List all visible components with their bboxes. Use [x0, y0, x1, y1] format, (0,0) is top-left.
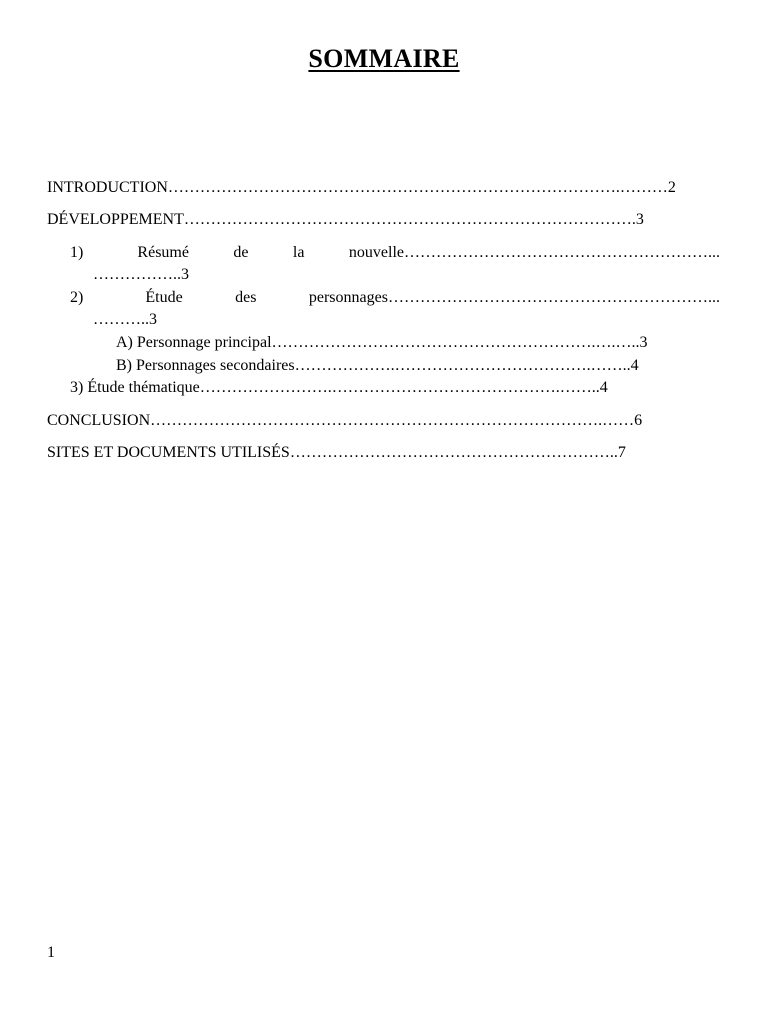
toc-entry-developpement: DÉVELOPPEMENT………………………………………………………………………….3	[47, 211, 644, 228]
toc-entry-sites-documents: SITES ET DOCUMENTS UTILISÉS……………………………………………………..7	[47, 444, 626, 461]
toc-continuation: ………..3	[93, 311, 157, 328]
toc-item-number: 1)	[70, 244, 84, 261]
toc-entry-conclusion: CONCLUSION………………………………………………………………………….……6	[47, 412, 643, 429]
toc-word: Étude	[145, 289, 183, 306]
toc-entry-personnages-secondaires: B) Personnages secondaires……………….……………………………….……..4	[116, 357, 639, 374]
toc-word: personnages……………………………………………………...	[308, 289, 720, 306]
toc-item-number: 2)	[70, 289, 84, 306]
toc-entry-resume	[70, 242, 720, 286]
toc-continuation: ……………..3	[93, 266, 189, 283]
page-number: 1	[47, 944, 55, 961]
toc-entry-etude-thematique: 3) Étude thématique…………………….…………………………………….……..4	[70, 379, 608, 396]
page-title: SOMMAIRE	[308, 44, 460, 73]
toc-entry-introduction: INTRODUCTION………………………………………………………………………….………2	[47, 179, 676, 196]
toc-word: nouvelle…………………………………………………...	[348, 244, 720, 261]
toc-entry-etude-personnages	[70, 287, 720, 331]
toc-entry-personnage-principal: A) Personnage principal…………………………………………………….….…..3	[116, 334, 648, 351]
toc-word: de	[233, 244, 249, 261]
toc-word: la	[292, 244, 305, 261]
toc-word: des	[235, 289, 257, 306]
toc-word: Résumé	[137, 244, 189, 261]
